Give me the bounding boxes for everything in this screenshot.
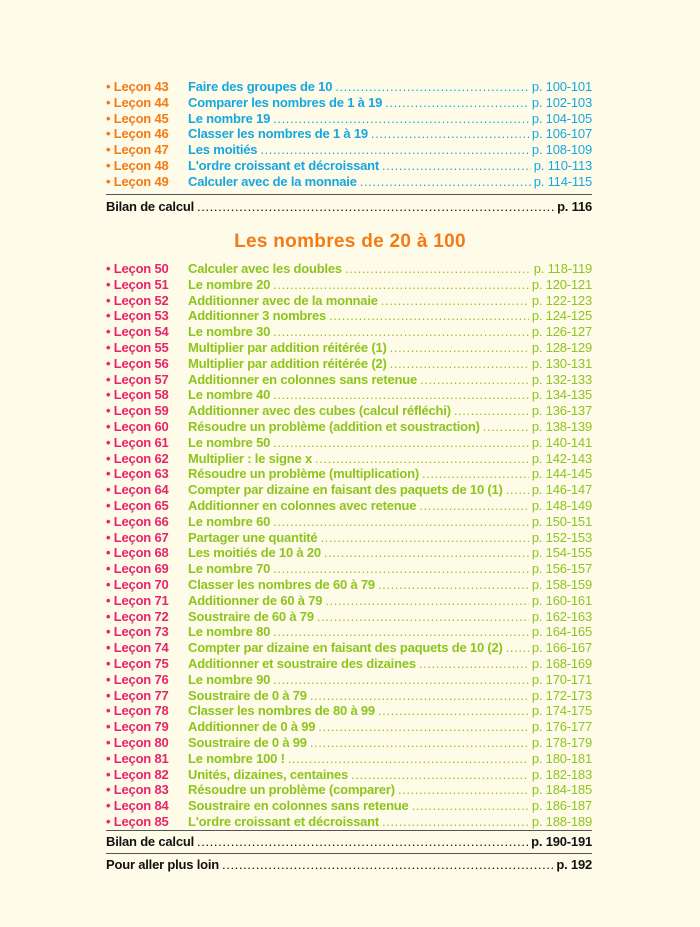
dot-leader [318, 719, 529, 735]
lesson-page: p. 182-183 [531, 766, 592, 782]
dot-leader [273, 387, 529, 403]
lesson-title: Compter par dizaine en faisant des paquets de 10 (1) [188, 482, 503, 498]
separator-3 [106, 853, 592, 854]
toc-entry[interactable] [106, 498, 592, 514]
lesson-title: Résoudre un problème (addition et soustraction) [188, 418, 480, 434]
toc-entry[interactable] [106, 561, 592, 577]
lesson-page: p. 152-153 [531, 529, 592, 545]
toc-entry[interactable] [106, 545, 592, 561]
lesson-page: p. 168-169 [531, 655, 592, 671]
bilan-label: Bilan de calcul [106, 199, 195, 214]
bilan-page: p. 190-191 [531, 834, 592, 849]
lesson-title: Classer les nombres de 80 à 99 [188, 703, 375, 719]
lesson-title: Multiplier par addition réitérée (1) [188, 339, 387, 355]
toc-entry[interactable] [106, 466, 592, 482]
dot-leader [288, 751, 529, 767]
lesson-page: p. 150-151 [531, 513, 592, 529]
lesson-number: • Leçon 58 [106, 387, 169, 403]
lesson-title: Résoudre un problème (multiplication) [188, 466, 419, 482]
lesson-page: p. 186-187 [531, 798, 592, 814]
lesson-number: • Leçon 74 [106, 640, 169, 656]
lesson-page: p. 136-137 [531, 403, 592, 419]
lesson-page: p. 180-181 [531, 750, 592, 766]
lesson-page: p. 134-135 [531, 387, 592, 403]
dot-leader [412, 798, 529, 814]
toc-entry[interactable] [106, 703, 592, 719]
dot-leader [273, 514, 529, 530]
dot-leader [222, 856, 553, 874]
toc-entry[interactable] [106, 419, 592, 435]
lesson-page: p. 108-109 [531, 142, 592, 158]
lesson-title: Le nombre 90 [188, 671, 271, 687]
lesson-page: p. 138-139 [531, 418, 592, 434]
lesson-page: p. 158-159 [531, 576, 592, 592]
lesson-title: Résoudre un problème (comparer) [188, 782, 395, 798]
lesson-title: L'ordre croissant et décroissant [188, 813, 380, 829]
lesson-title: Le nombre 40 [188, 387, 271, 403]
toc-entry[interactable] [106, 672, 592, 688]
dot-leader [345, 261, 531, 277]
lesson-page: p. 176-177 [531, 719, 592, 735]
dot-leader [351, 767, 529, 783]
lesson-title: Le nombre 20 [188, 276, 271, 292]
lesson-title: Soustraire de 60 à 79 [188, 608, 314, 624]
toc-entry[interactable] [106, 79, 592, 95]
toc-entry[interactable] [106, 735, 592, 751]
toc-entry[interactable] [106, 514, 592, 530]
bilan-page: p. 116 [557, 199, 592, 214]
lesson-page: p. 128-129 [531, 339, 592, 355]
lesson-number: • Leçon 73 [106, 624, 169, 640]
toc-entry[interactable] [106, 261, 592, 277]
dot-leader [273, 561, 529, 577]
lesson-number: • Leçon 45 [106, 110, 169, 126]
dot-leader [371, 126, 529, 142]
toc-entry[interactable] [106, 142, 592, 158]
lesson-title: Soustraire en colonnes sans retenue [188, 798, 409, 814]
toc-entry[interactable] [106, 688, 592, 704]
dot-leader [398, 782, 529, 798]
toc-entry[interactable] [106, 593, 592, 609]
lesson-number: • Leçon 64 [106, 482, 169, 498]
lesson-title: Le nombre 80 [188, 624, 271, 640]
lesson-number: • Leçon 70 [106, 576, 169, 592]
lesson-title: Le nombre 30 [188, 324, 271, 340]
lesson-title: Classer les nombres de 60 à 79 [188, 576, 375, 592]
lesson-number: • Leçon 83 [106, 782, 169, 798]
lesson-title: Le nombre 100 ! [188, 750, 285, 766]
lesson-number: • Leçon 46 [106, 126, 169, 142]
toc-entry[interactable] [106, 174, 592, 190]
lesson-page: p. 148-149 [531, 497, 592, 513]
dot-leader [422, 466, 529, 482]
dot-leader [378, 577, 529, 593]
dot-leader [329, 308, 529, 324]
lesson-page: p. 170-171 [531, 671, 592, 687]
lesson-number: • Leçon 44 [106, 94, 169, 110]
dot-leader [197, 833, 528, 851]
lesson-page: p. 126-127 [531, 324, 592, 340]
lesson-number: • Leçon 77 [106, 687, 169, 703]
toc-entry[interactable] [106, 111, 592, 127]
lesson-page: p. 104-105 [531, 110, 592, 126]
dot-leader [420, 372, 529, 388]
lesson-number: • Leçon 47 [106, 142, 169, 158]
lesson-title: Additionner en colonnes avec retenue [188, 497, 417, 513]
lesson-number: • Leçon 51 [106, 276, 169, 292]
lesson-page: p. 144-145 [531, 466, 592, 482]
bilan-de-calcul-1[interactable] [106, 198, 592, 216]
lesson-title: Additionner et soustraire des dizaines [188, 655, 416, 671]
lesson-number: • Leçon 84 [106, 798, 169, 814]
lesson-page: p. 172-173 [531, 687, 592, 703]
lesson-number: • Leçon 60 [106, 418, 169, 434]
separator-1 [106, 194, 592, 195]
dot-leader [273, 277, 529, 293]
toc-entry[interactable] [106, 126, 592, 142]
lesson-number: • Leçon 72 [106, 608, 169, 624]
lesson-page: p. 122-123 [531, 292, 592, 308]
lesson-title: Le nombre 60 [188, 513, 271, 529]
separator-2 [106, 830, 592, 831]
lesson-title: Multiplier par addition réitérée (2) [188, 355, 387, 371]
lesson-number: • Leçon 76 [106, 671, 169, 687]
toc-entry[interactable] [106, 814, 592, 830]
lesson-page: p. 146-147 [531, 482, 592, 498]
toc-entry[interactable] [106, 324, 592, 340]
lesson-list-43-49 [106, 79, 592, 190]
lesson-page: p. 102-103 [531, 94, 592, 110]
lesson-page: p. 124-125 [531, 308, 592, 324]
lesson-number: • Leçon 85 [106, 813, 169, 829]
lesson-page: p. 132-133 [531, 371, 592, 387]
dot-leader [506, 640, 529, 656]
lesson-number: • Leçon 66 [106, 513, 169, 529]
lesson-title: Unités, dizaines, centaines [188, 766, 349, 782]
lesson-number: • Leçon 69 [106, 561, 169, 577]
dot-leader [317, 609, 529, 625]
toc-entry[interactable] [106, 387, 592, 403]
lesson-title: Soustraire de 0 à 99 [188, 734, 307, 750]
lesson-title: Additionner en colonnes sans retenue [188, 371, 418, 387]
dot-leader [506, 482, 529, 498]
lesson-page: p. 184-185 [531, 782, 592, 798]
dot-leader [260, 142, 529, 158]
lesson-number: • Leçon 56 [106, 355, 169, 371]
dot-leader [273, 672, 529, 688]
dot-leader [325, 593, 529, 609]
toc-entry[interactable] [106, 158, 592, 174]
lesson-title: Additionner avec des cubes (calcul réfléchi) [188, 403, 451, 419]
lesson-page: p. 110-113 [533, 157, 592, 173]
plus-loin-label: Pour aller plus loin [106, 857, 220, 872]
dot-leader [483, 419, 529, 435]
lesson-page: p. 162-163 [531, 608, 592, 624]
section-title: Les nombres de 20 à 100 [234, 231, 466, 252]
lesson-page: p. 156-157 [531, 561, 592, 577]
lesson-title: Additionner 3 nombres [188, 308, 327, 324]
lesson-page: p. 174-175 [531, 703, 592, 719]
lesson-page: p. 130-131 [531, 355, 592, 371]
dot-leader [197, 198, 554, 216]
lesson-title: Additionner de 0 à 99 [188, 719, 316, 735]
dot-leader [419, 656, 529, 672]
toc-entry[interactable] [106, 482, 592, 498]
lesson-title: Les moitiés de 10 à 20 [188, 545, 321, 561]
lesson-page: p. 164-165 [531, 624, 592, 640]
lesson-number: • Leçon 79 [106, 719, 169, 735]
lesson-title: Le nombre 50 [188, 434, 271, 450]
lesson-number: • Leçon 80 [106, 734, 169, 750]
bilan-label: Bilan de calcul [106, 834, 195, 849]
lesson-title: Les moitiés [188, 142, 258, 158]
bilan-de-calcul-2[interactable] [106, 833, 592, 851]
lesson-page: p. 120-121 [531, 276, 592, 292]
dot-leader [273, 111, 529, 127]
dot-leader [310, 688, 529, 704]
lesson-number: • Leçon 68 [106, 545, 169, 561]
lesson-title: Compter par dizaine en faisant des paquets de 10 (2) [188, 640, 503, 656]
dot-leader [390, 356, 529, 372]
dot-leader [324, 545, 529, 561]
toc-entry[interactable] [106, 656, 592, 672]
toc-entry[interactable] [106, 277, 592, 293]
lesson-number: • Leçon 52 [106, 292, 169, 308]
toc-entry[interactable] [106, 372, 592, 388]
lesson-number: • Leçon 61 [106, 434, 169, 450]
plus-loin-page: p. 192 [556, 857, 592, 872]
toc-entry[interactable] [106, 751, 592, 767]
lesson-title: L'ordre croissant et décroissant [188, 157, 380, 173]
lesson-list-50-85 [106, 261, 592, 830]
toc-entry[interactable] [106, 782, 592, 798]
lesson-title: Classer les nombres de 1 à 19 [188, 126, 368, 142]
toc-entry[interactable] [106, 624, 592, 640]
lesson-page: p. 106-107 [531, 126, 592, 142]
toc-entry[interactable] [106, 798, 592, 814]
lesson-page: p. 178-179 [531, 734, 592, 750]
dot-leader [310, 735, 529, 751]
dot-leader [360, 174, 531, 190]
lesson-title: Calculer avec de la monnaie [188, 173, 357, 189]
dot-leader [273, 435, 529, 451]
lesson-number: • Leçon 78 [106, 703, 169, 719]
toc-entry[interactable] [106, 609, 592, 625]
toc-entry[interactable] [106, 530, 592, 546]
dot-leader [273, 624, 529, 640]
lesson-number: • Leçon 48 [106, 157, 169, 173]
lesson-title: Additionner avec de la monnaie [188, 292, 378, 308]
dot-leader [315, 451, 529, 467]
lesson-number: • Leçon 63 [106, 466, 169, 482]
lesson-title: Comparer les nombres de 1 à 19 [188, 94, 383, 110]
lesson-number: • Leçon 62 [106, 450, 169, 466]
lesson-number: • Leçon 65 [106, 497, 169, 513]
lesson-number: • Leçon 81 [106, 750, 169, 766]
lesson-number: • Leçon 71 [106, 592, 169, 608]
lesson-title: Additionner de 60 à 79 [188, 592, 323, 608]
dot-leader [320, 530, 528, 546]
lesson-title: Le nombre 70 [188, 561, 271, 577]
lesson-page: p. 100-101 [531, 79, 592, 94]
lesson-page: p. 188-189 [531, 813, 592, 829]
lesson-number: • Leçon 49 [106, 173, 169, 189]
dot-leader [382, 158, 531, 174]
lesson-page: p. 160-161 [531, 592, 592, 608]
lesson-number: • Leçon 43 [106, 79, 169, 94]
lesson-number: • Leçon 55 [106, 339, 169, 355]
dot-leader [378, 703, 529, 719]
toc-entry[interactable] [106, 451, 592, 467]
dot-leader [381, 293, 529, 309]
toc-entry[interactable] [106, 435, 592, 451]
lesson-page: p. 140-141 [531, 434, 592, 450]
dot-leader [390, 340, 529, 356]
toc-entry[interactable] [106, 95, 592, 111]
lesson-number: • Leçon 75 [106, 655, 169, 671]
toc-entry[interactable] [106, 640, 592, 656]
toc-entry[interactable] [106, 340, 592, 356]
lesson-page: p. 154-155 [531, 545, 592, 561]
toc-entry[interactable] [106, 577, 592, 593]
lesson-page: p. 166-167 [531, 640, 592, 656]
toc-entry[interactable] [106, 308, 592, 324]
dot-leader [335, 79, 529, 95]
lesson-number: • Leçon 59 [106, 403, 169, 419]
lesson-page: p. 118-119 [533, 261, 592, 276]
toc-entry[interactable] [106, 356, 592, 372]
lesson-title: Faire des groupes de 10 [188, 79, 333, 94]
lesson-number: • Leçon 54 [106, 324, 169, 340]
lesson-number: • Leçon 82 [106, 766, 169, 782]
toc-entry[interactable] [106, 767, 592, 783]
lesson-number: • Leçon 57 [106, 371, 169, 387]
lesson-title: Calculer avec les doubles [188, 261, 342, 276]
dot-leader [454, 403, 529, 419]
lesson-number: • Leçon 50 [106, 261, 169, 276]
lesson-page: p. 142-143 [531, 450, 592, 466]
toc-entry[interactable] [106, 719, 592, 735]
toc-entry[interactable] [106, 293, 592, 309]
lesson-number: • Leçon 67 [106, 529, 169, 545]
dot-leader [382, 814, 529, 830]
lesson-title: Partager une quantité [188, 529, 318, 545]
pour-aller-plus-loin[interactable] [106, 856, 592, 874]
dot-leader [273, 324, 529, 340]
toc-entry[interactable] [106, 403, 592, 419]
lesson-page: p. 114-115 [533, 173, 592, 189]
lesson-title: Multiplier : le signe x [188, 450, 312, 466]
lesson-title: Le nombre 19 [188, 110, 271, 126]
lesson-title: Soustraire de 0 à 79 [188, 687, 307, 703]
dot-leader [419, 498, 529, 514]
lesson-number: • Leçon 53 [106, 308, 169, 324]
dot-leader [385, 95, 529, 111]
